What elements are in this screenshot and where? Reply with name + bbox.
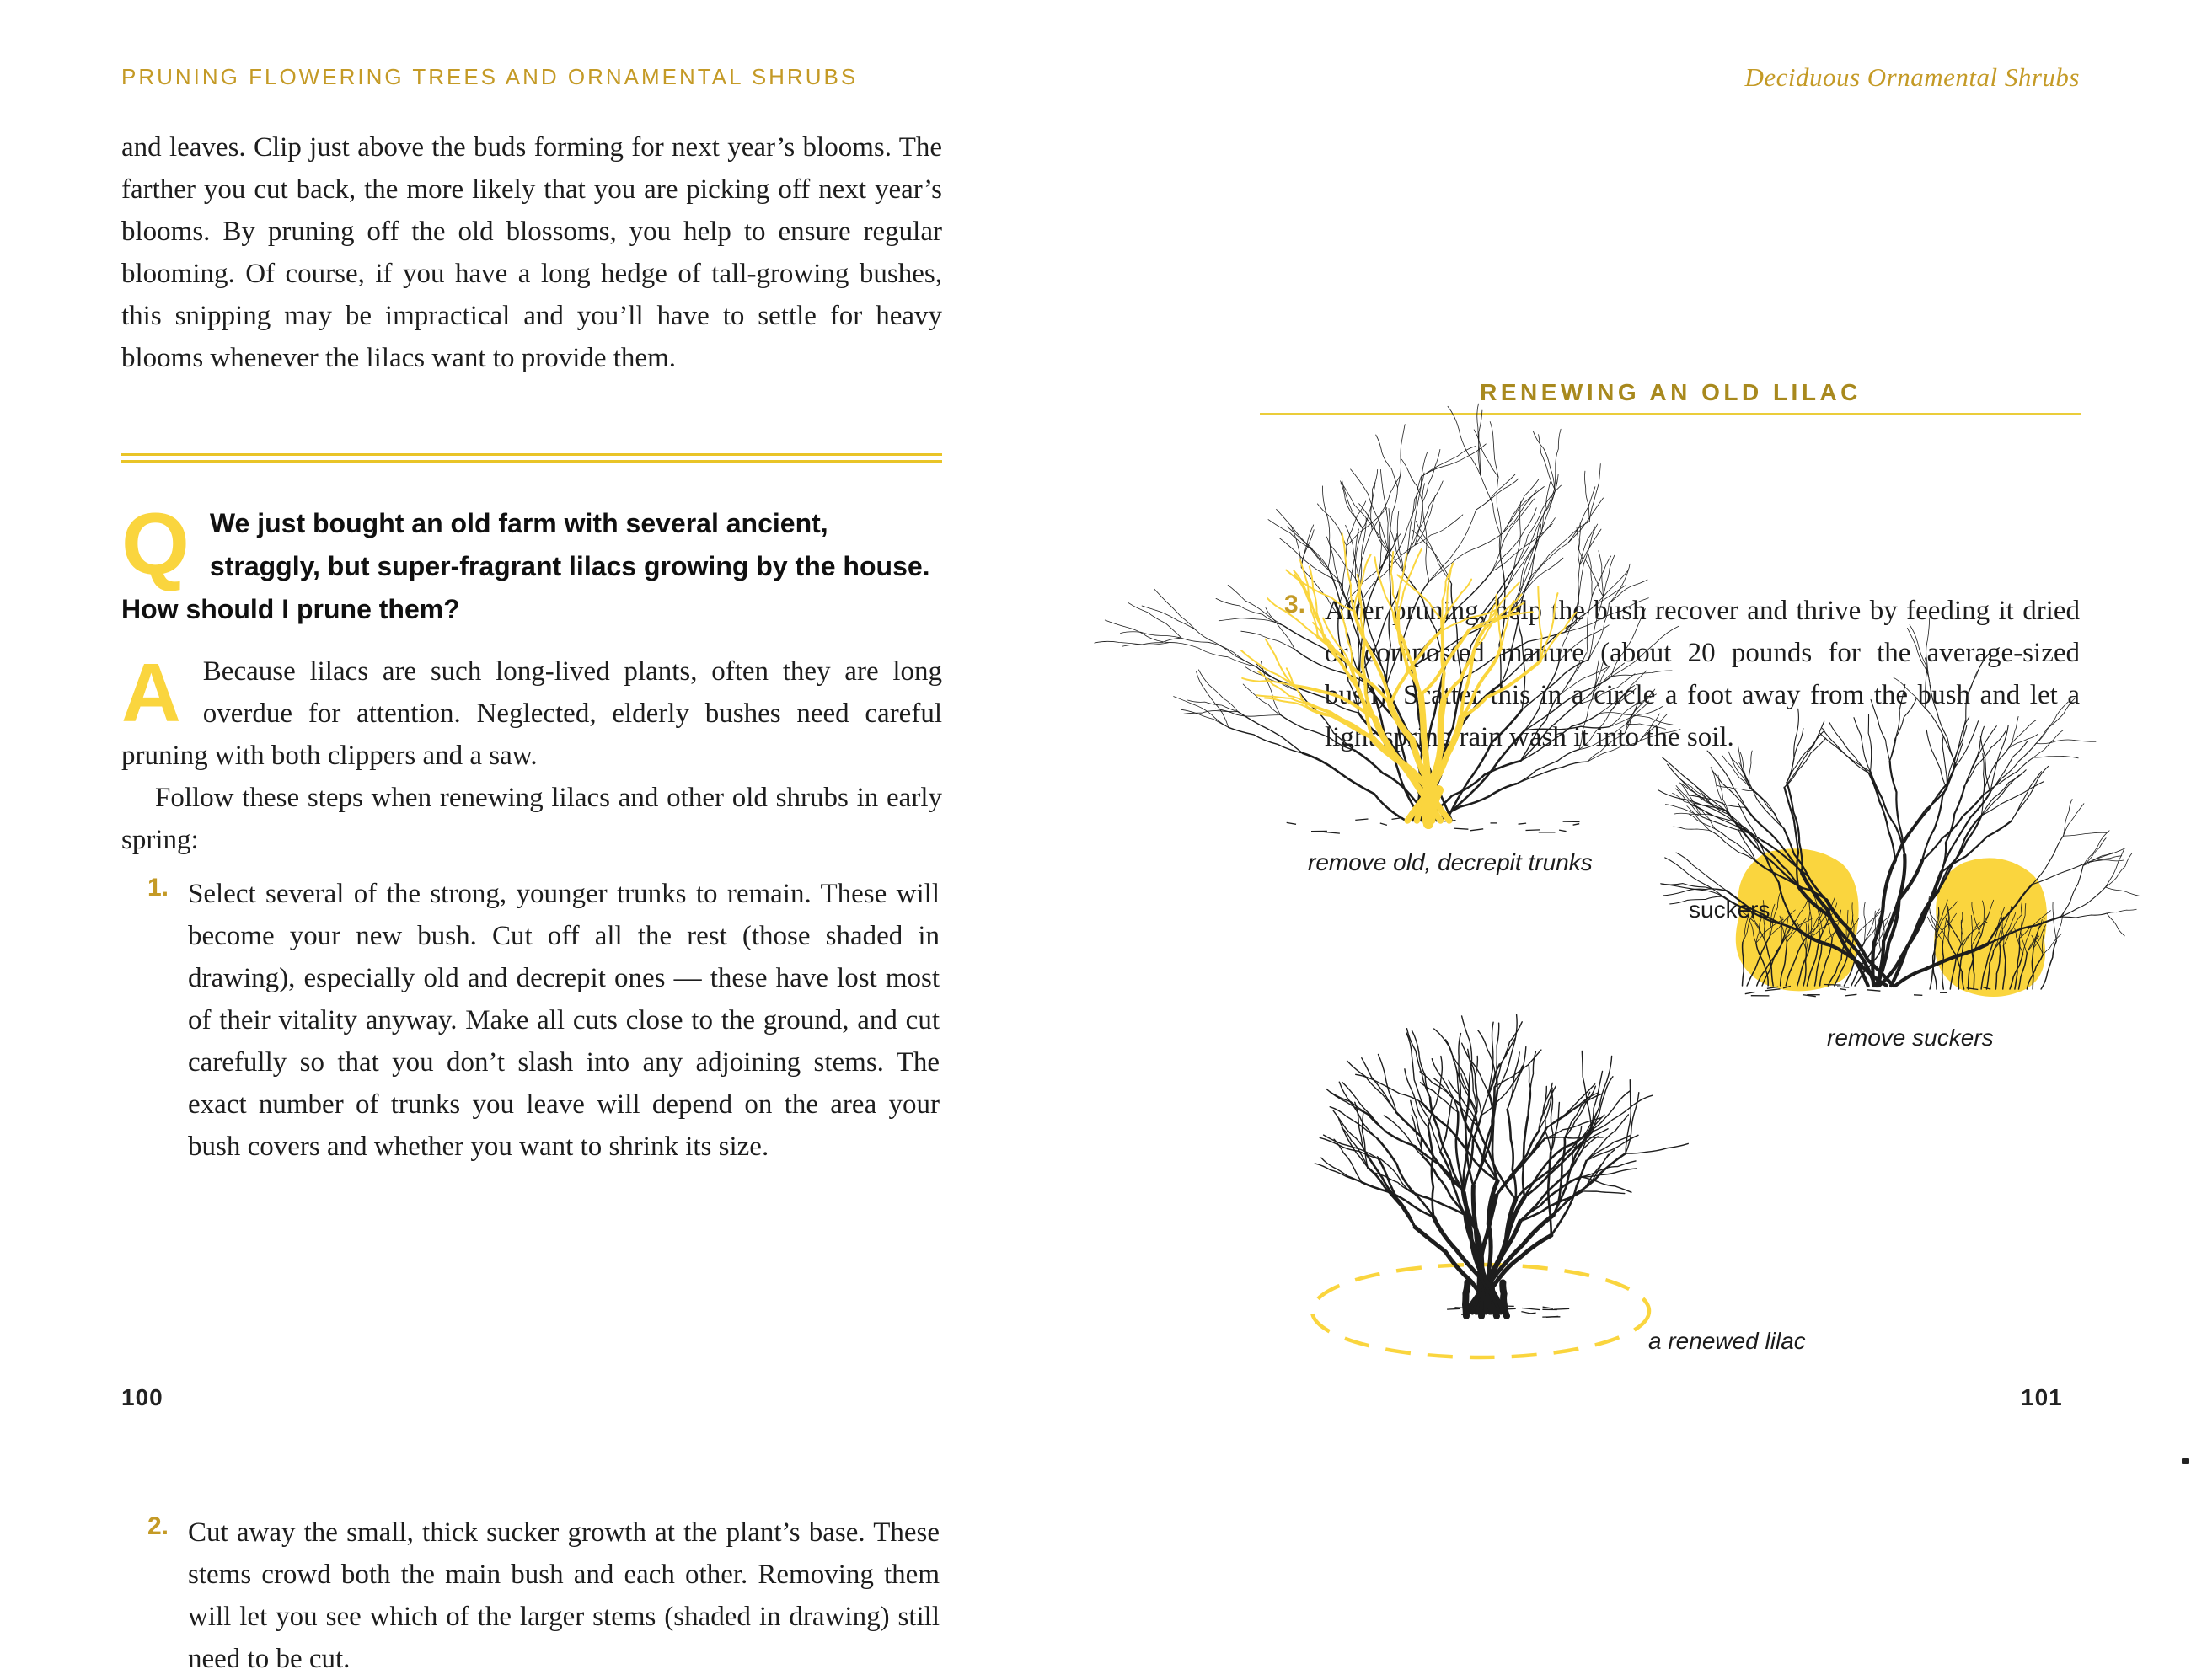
label-suckers: suckers (1689, 896, 1770, 923)
figure-old-trunks-bush (1190, 445, 1667, 849)
step-number: 3. (1284, 591, 1306, 618)
question-text: We just bought an old farm with several ancient, straggly, but super-fragrant lilacs growing by the house. How should I prune them? (121, 508, 930, 624)
question-block (121, 495, 942, 631)
figure-suckers-bush (1685, 600, 2087, 1021)
answer-marker: A (121, 646, 181, 739)
page-number-right: 101 (2021, 1384, 2063, 1410)
caption-figure3: a renewed lilac (1648, 1328, 1806, 1354)
page-number-left: 100 (121, 1384, 163, 1410)
caption-figure2: remove suckers (1827, 1025, 1994, 1051)
divider-double-rule (121, 453, 942, 463)
section-heading: RENEWING AN OLD LILAC (1480, 379, 1862, 405)
step-number: 2. (147, 1512, 169, 1540)
step-text: Select several of the strong, younger trunks to remain. These will become your new bush. Cut off all the rest (those shaded in drawing), especially old and decrepit ones — these have lost most of their vitality anyway. Make all cuts close to the ground, and cut carefully so that you don’t slash into any adjoining stems. The exact number of trunks you leave will depend on the area your bush covers and whether you want to shrink its size. (188, 879, 940, 1162)
answer-paragraph-1: Because lilacs are such long-lived plants, often they are long overdue for attention. Neglected, elderly bushes need careful pruning with both clippers and a saw. (121, 656, 942, 771)
step-item-2 (147, 1511, 940, 1680)
question-marker: Q (121, 495, 190, 593)
running-head-right: Deciduous Ornamental Shrubs (1744, 62, 2080, 92)
step-text: Cut away the small, thick sucker growth at the plant’s base. These stems crowd both the main bush and each other. Removing them will let you see which of the larger stems (shaded in drawing) still need to be cut. (188, 1517, 940, 1674)
answer-block (121, 646, 942, 861)
step-text: After pruning, help the bush recover and thrive by feeding it dried or composted manure (about 20 pounds for the average-sized bush). Scatter this in a circle a foot away from the bush and let a light spring rain wash it into the soil. (1325, 596, 2080, 752)
intro-paragraph: and leaves. Clip just above the buds forming for next year’s blooms. The farther you cut back, the more likely that you are picking off next year’s blooms. By pruning off the old blossoms, you help to ensure regular blooming. Of course, if you have a long hedge of tall-growing bushes, this snipping may be impractical and you’ll have to settle for heavy blooms whenever the lilacs want to provide them. (121, 132, 942, 373)
scan-artifact-speck (2182, 1458, 2189, 1464)
figure-renewed-lilac (1283, 950, 1679, 1372)
answer-paragraph-2: Follow these steps when renewing lilacs and other old shrubs in early spring: (121, 783, 942, 855)
caption-figure1: remove old, decrepit trunks (1308, 849, 1593, 875)
step-number: 1. (147, 874, 169, 902)
running-head-left: PRUNING FLOWERING TREES AND ORNAMENTAL SHRUBS (121, 64, 859, 89)
section-heading-rule (1260, 413, 2081, 415)
step-item-1 (147, 873, 940, 1168)
